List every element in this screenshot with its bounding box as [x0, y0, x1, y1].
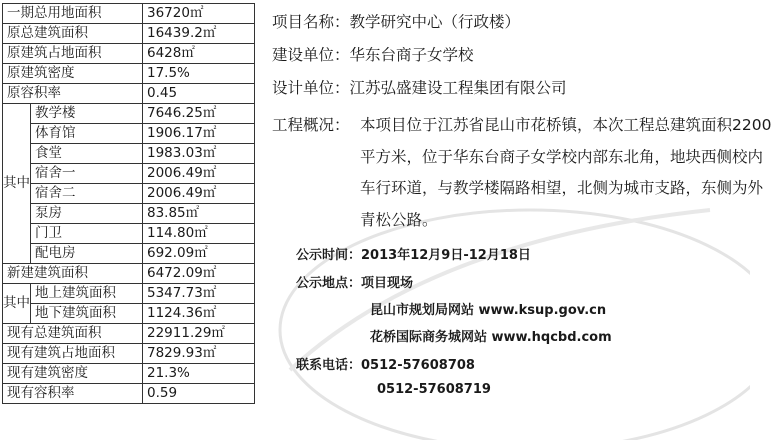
row-label: 配电房: [31, 244, 143, 264]
row-label: 原建筑占地面积: [3, 44, 143, 64]
row-label: 泵房: [31, 204, 143, 224]
table-row: [3, 44, 255, 64]
construction-unit-label: 建设单位：: [272, 46, 350, 64]
row-label: 原建筑密度: [3, 64, 143, 84]
contact-phone-value-2: 0512-57608719: [377, 382, 491, 397]
group-label: 其中: [3, 284, 31, 324]
table-row: [3, 304, 255, 324]
contact-phone: [296, 354, 475, 373]
row-value: 83.85㎡: [143, 204, 255, 224]
row-label: 现有容积率: [3, 384, 143, 404]
table-row: [3, 384, 255, 404]
row-value: 6472.09㎡: [143, 264, 255, 284]
design-unit: [272, 76, 567, 98]
row-value: 36720㎡: [143, 4, 255, 24]
row-value: 17.5%: [143, 64, 255, 84]
row-label: 食堂: [31, 144, 143, 164]
row-label: 现有建筑密度: [3, 364, 143, 384]
row-label: 一期总用地面积: [3, 4, 143, 24]
table-row: [3, 84, 255, 104]
row-value: 2006.49㎡: [143, 164, 255, 184]
row-label: 原容积率: [3, 84, 143, 104]
table-row: [3, 364, 255, 384]
row-value: 7829.93㎡: [143, 344, 255, 364]
table-row: [3, 344, 255, 364]
row-value: 22911.29㎡: [143, 324, 255, 344]
row-label: 地下建筑面积: [31, 304, 143, 324]
construction-unit-value: 华东台商子女学校: [349, 46, 474, 64]
design-unit-value: 江苏弘盛建设工程集团有限公司: [349, 79, 567, 97]
notice-place-value: 项目现场: [361, 276, 414, 291]
table-row: [3, 184, 255, 204]
row-value: 21.3%: [143, 364, 255, 384]
row-label: 宿舍一: [31, 164, 143, 184]
table-row: [3, 24, 255, 44]
row-value: 1124.36㎡: [143, 304, 255, 324]
row-label: 体育馆: [31, 124, 143, 144]
table-row: [3, 104, 255, 124]
row-value: 2006.49㎡: [143, 184, 255, 204]
table-row: [3, 164, 255, 184]
notice-place-label: 公示地点：: [296, 276, 362, 291]
table-row: [3, 224, 255, 244]
table-row: [3, 244, 255, 264]
group-label: 其中: [3, 104, 31, 264]
row-label: 原总建筑面积: [3, 24, 143, 44]
project-overview-label: 工程概况：: [272, 116, 350, 134]
table-row: [3, 124, 255, 144]
statistics-table: [2, 3, 255, 404]
project-overview-text: 本项目位于江苏省昆山市花桥镇，本次工程总建筑面积2200平方米，位于华东台商子女学校内部东北角，地块西侧校内车行环道，与教学楼隔路相望，北侧为城市支路，东侧为外青松公路。: [360, 116, 772, 229]
row-value: 1983.03㎡: [143, 144, 255, 164]
contact-phone-value-1: 0512-57608708: [361, 358, 475, 373]
row-value: 0.45: [143, 84, 255, 104]
table-row: [3, 204, 255, 224]
row-label: 门卫: [31, 224, 143, 244]
project-name: [272, 10, 520, 32]
row-value: 7646.25㎡: [143, 104, 255, 124]
contact-phone-label: 联系电话：: [296, 358, 362, 373]
website-planning-bureau: 昆山市规划局网站 www.ksup.gov.cn: [370, 303, 607, 318]
table-row: [3, 144, 255, 164]
project-overview: [272, 110, 777, 236]
row-value: 16439.2㎡: [143, 24, 255, 44]
row-label: 地上建筑面积: [31, 284, 143, 304]
row-label: 教学楼: [31, 104, 143, 124]
row-value: 6428㎡: [143, 44, 255, 64]
notice-place: [296, 272, 413, 291]
row-value: 5347.73㎡: [143, 284, 255, 304]
row-label: 宿舍二: [31, 184, 143, 204]
notice-time-label: 公示时间：: [296, 248, 362, 263]
row-value: 692.09㎡: [143, 244, 255, 264]
row-value: 1906.17㎡: [143, 124, 255, 144]
website-business-city: 花桥国际商务城网站 www.hqcbd.com: [370, 330, 612, 345]
table-row: [3, 4, 255, 24]
row-label: 新建建筑面积: [3, 264, 143, 284]
notice-time: [296, 244, 531, 263]
project-name-value: 教学研究中心（行政楼）: [349, 13, 521, 31]
row-label: 现有总建筑面积: [3, 324, 143, 344]
table-row: [3, 284, 255, 304]
notice-time-value: 2013年12月9日-12月18日: [361, 248, 531, 263]
row-value: 0.59: [143, 384, 255, 404]
table-row: [3, 64, 255, 84]
row-value: 114.80㎡: [143, 224, 255, 244]
table-row: [3, 324, 255, 344]
table-row: [3, 264, 255, 284]
construction-unit: [272, 43, 474, 65]
design-unit-label: 设计单位：: [272, 79, 350, 97]
row-label: 现有建筑占地面积: [3, 344, 143, 364]
project-name-label: 项目名称：: [272, 13, 350, 31]
